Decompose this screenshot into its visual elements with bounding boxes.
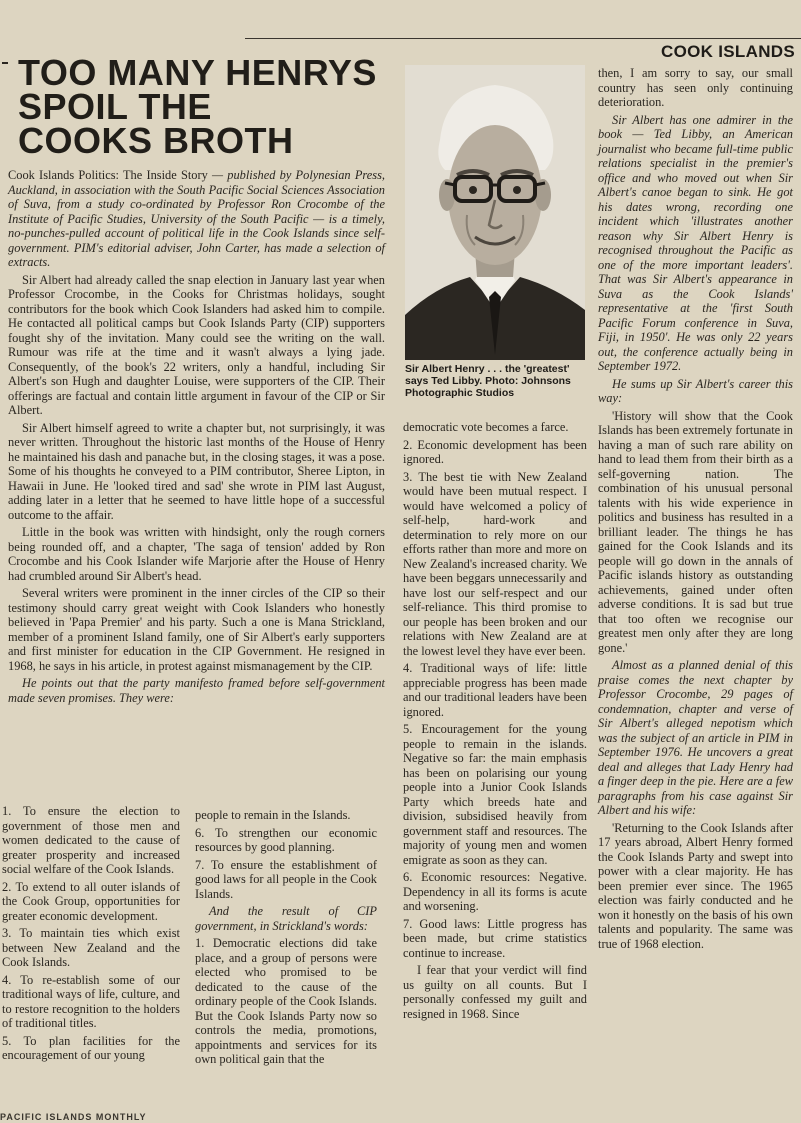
body-paragraph: Sir Albert had already called the snap election in January last year when Professor Crocombe, in the Cooks for Christmas holidays, sought contributors for the book which Cook Islanders had asked him to compile. He contacted all political camps but Cook Islands Party (CIP) supporters fought shy of the invitation. Many could see the writing on the wall. Rumour was rife at the time and it wasn't always a lying jade. Consequently, of the book's 22 writers, only a handful, including Sir Albert's son Hugh and daughter Louise, were supporters of the CIP. Their offerings are factual and contain little argument in favour of the CIP or Sir Albert. xyxy=(8,272,385,417)
col3-paragraph: 3. The best tie with New Zealand would have been mutual respect. I would have welcomed a policy of self-help, hard-work and determination to rely more on our efforts rather than more and more on New Zealand's increased charity. We have been beggars unnecessarily and have lost our self-respect and our self-reliance. This third promise to our people has been broken and our relations with New Zealand are at the lowest level they have ever been. xyxy=(403,469,587,658)
promise-item: 6. To strengthen our economic resources by good planning. xyxy=(195,825,377,854)
col4-paragraph: Sir Albert has one admirer in the book — Ted Libby, an American journalist who became full-time public relations specialist in the premier's office and who moved out when Sir Albert's canoe began to sink. He got his dates wrong, recording one incident which 'illustrates another reason why Sir Albert Henry is recognised throughout the Pacific as one of the more important leaders'. That was Sir Albert's appearance in Suva as the Cook Islands' representative at the 'first South Pacific Forum conference in Suva, Fiji, in 1950'. He was only 22 years out, the conference actually being in September 1972. xyxy=(598,112,793,373)
col3-paragraph: 4. Traditional ways of life: little appreciable progress has been made and our traditional leaders have been ignored. xyxy=(403,661,587,719)
portrait-photo xyxy=(405,65,585,360)
col3-paragraph: 2. Economic development has been ignored. xyxy=(403,437,587,466)
headline-line-3: COOKS BROTH xyxy=(18,120,294,161)
col4-paragraph: Almost as a planned denial of this praise comes the next chapter by Professor Crocombe, 29 pages of condemnation, chapter and verse of Sir Albert's alleged nepotism which was the subject of an article in PIM in September 1976. He uncovers a great deal and alleges that Lady Henry had a finger deep in the pie. Here are a few paragraphs from his case against Sir Albert and his wife: xyxy=(598,658,793,817)
promises-list-right xyxy=(195,808,377,1070)
book-title: Cook Islands Politics: The Inside Story xyxy=(8,168,208,182)
column-4 xyxy=(598,66,793,954)
column-3 xyxy=(403,420,587,1024)
headline-line-2: SPOIL THE xyxy=(18,86,212,127)
col3-paragraph: I fear that your verdict will find us guilty on all counts. But I personally confessed my guilt and resigned in 1968. Since xyxy=(403,963,587,1021)
portrait-image xyxy=(405,65,585,360)
promise-item: 3. To maintain ties which exist between New Zealand and the Cook Islands. xyxy=(2,926,180,969)
promise-item: 2. To extend to all outer islands of the Cook Group, opportunities for greater economic development. xyxy=(2,879,180,923)
col4-paragraph: He sums up Sir Albert's career this way: xyxy=(598,376,793,405)
intro-text: — published by Polynesian Press, Auckland, in association with the South Pacific Social Sciences Association of Suva, from a study co-ordinated by Professor Ron Crocombe of the Institute of Pacific Studies, University of the South Pacific — is a timely, no-punches-pulled account of political life in the Cook Islands since self-government. PIM's editorial adviser, John Carter, has made a selection of extracts. xyxy=(8,168,385,269)
section-label: COOK ISLANDS xyxy=(661,42,795,61)
promises-list-left xyxy=(2,804,180,1066)
body-paragraph: He points out that the party manifesto framed before self-government made seven promises. They were: xyxy=(8,676,385,705)
photo-caption: Sir Albert Henry . . . the 'greatest' says Ted Libby. Photo: Johnsons Photographic Studios xyxy=(405,363,571,399)
col3-paragraph: democratic vote becomes a farce. xyxy=(403,420,569,434)
col3-paragraph: 7. Good laws: Little progress has been made, but crime statistics continue to increase. xyxy=(403,916,587,960)
col4-paragraph: 'History will show that the Cook Islands has been extremely fortunate in having a man of such rare ability on hand to lead them from their birth as a self-governing nation. The combination of his unusual personal talents with his wide experience in politics and business has resulted in a brilliant leader. The things he has gained for the Cook Islands and its people will go down in the annals of Pacific islands history as outstanding achievements, gained under often adverse conditions. It is sad but true that too often we recognise our greatest men only after they are long gone.' xyxy=(598,408,793,655)
headline-line-1: TOO MANY HENRYS xyxy=(18,52,377,93)
margin-mark xyxy=(2,62,8,64)
col3-paragraph: 5. Encouragement for the young people to remain in the islands. Negative so far: the main emphasis has been on polarising our young people into a Junior Cook Islands Party which breeds hate and division, subsidised heavily from government staff and resources. The majority of young men and women emigrate as soon as they can. xyxy=(403,722,587,867)
promise-item: 5. To plan facilities for the encouragement of our young xyxy=(2,1033,180,1062)
headline xyxy=(18,52,398,161)
column-1 xyxy=(8,168,385,708)
col4-paragraph: then, I am sorry to say, our small country has seen only continuing deterioration. xyxy=(598,66,793,109)
promise-item: 7. To ensure the establishment of good laws for all people in the Cook Islands. xyxy=(195,857,377,901)
result-item: 1. Democratic elections did take place, and a group of persons were elected who promised to be dedicated to the cause of the ordinary people of the Cook Islands. But the Cook Islands Party now so controls the media, promotions, appointments and services for its own political gain that the xyxy=(195,936,377,1066)
promise-item: 4. To re-establish some of our traditional ways of life, culture, and to restore recognition to the holders of traditional titles. xyxy=(2,972,180,1030)
col3-paragraph: 6. Economic resources: Negative. Dependency in all its forms is acute and worsening. xyxy=(403,870,587,913)
body-paragraph: Several writers were prominent in the inner circles of the CIP so their testimony should carry great weight with Cook Islanders who honestly believed in 'Papa Premier' and his party. Such a one is Mana Strickland, member of a prominent Island family, one of Sir Albert's early supporters and first minister for education in the CIP Government. He resigned in 1968, he says in his article, in protest against mismanagement by the CIP. xyxy=(8,586,385,673)
body-paragraph: Little in the book was written with hindsight, only the rough corners being rounded off, and a chapter, 'The saga of tension' added by Ron Crocombe and his Cook Islander wife Marjorie after the House of Henry had crumbled around Sir Albert's head. xyxy=(8,525,385,583)
top-rule xyxy=(245,38,801,39)
promise-item: 1. To ensure the election to government of those men and women dedicated to the cause of greater prosperity and increased social welfare of the Cook Islands. xyxy=(2,804,180,876)
result-heading: And the result of CIP government, in Strickland's words: xyxy=(195,904,377,933)
body-paragraph: Sir Albert himself agreed to write a chapter but, not surprisingly, it was never written. Throughout the historic last months of the House of Henry he maintained his dash and panache but, in the closing stages, it was a pose. Some of his thoughts he conveyed to a PIM contributor, Sheree Lipton, in Hawaii in June. He 'looked tired and sad' she wrote in PIM last August, adding later in a letter that he seemed to have little hope of a successful outcome to the affair. xyxy=(8,420,385,522)
promise-item: people to remain in the Islands. xyxy=(195,808,351,822)
footer-publication: PACIFIC ISLANDS MONTHLY xyxy=(0,1112,147,1122)
intro-paragraph xyxy=(8,168,385,270)
col4-paragraph: 'Returning to the Cook Islands after 17 years abroad, Albert Henry formed the Cook Islands Party and swept into power with a clear majority. He has been premier ever since. The 1965 election was fairly conducted and he won it honestly on the basis of his own talents and popularity. The same was true of 1968 election. xyxy=(598,820,793,951)
